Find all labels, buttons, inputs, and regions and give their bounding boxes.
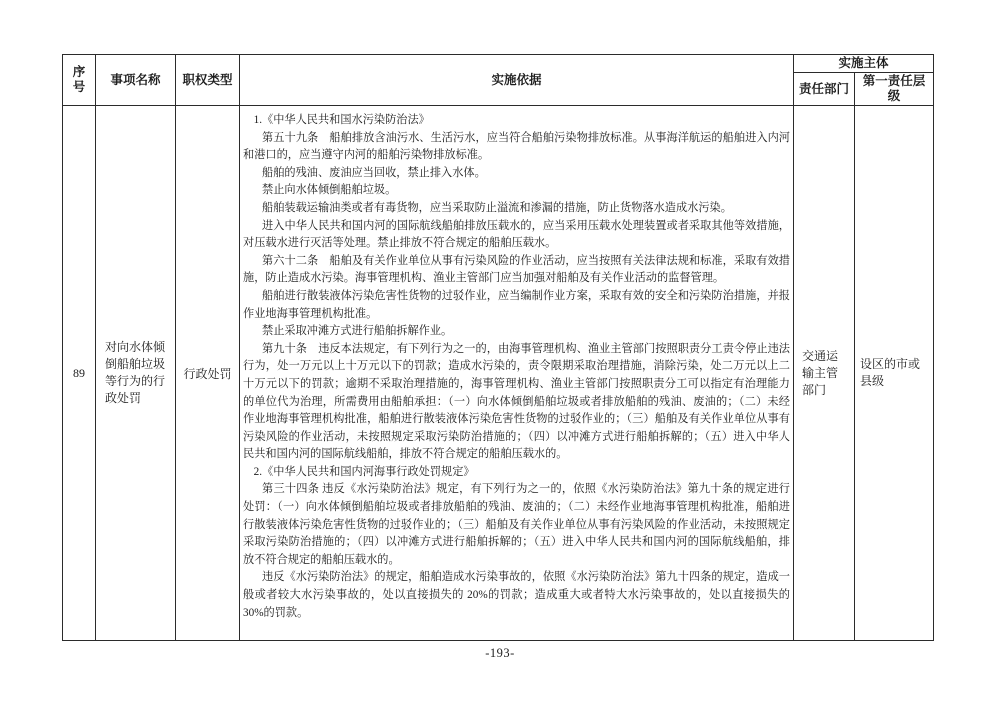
header-first-responsibility-level: 第一责任层级 <box>855 73 934 106</box>
legal-basis-paragraph: 第九十条 违反本法规定，有下列行为之一的，由海事管理机构、渔业主管部门按照职责分工责令停止违法行为，处一万元以上十万元以下的罚款；造成水污染的，责令限期采取治理措施，消除污染，处二万元以上二十万元以下的罚款；逾期不采取治理措施的，海事管理机构、渔业主管部门按照职责分工可以指定有治理能力的单位代为治理，所需费用由船舶承担：（一）向水体倾倒船舶垃圾或者排放船舶的残油、废油的；（二）未经作业地海事管理机构批准，船舶进行散装液体污染危害性货物的过驳作业的；（三）船舶及有关作业单位从事有污染风险的作业活动，未按照规定采取污染防治措施的；（四）以冲滩方式进行船舶拆解的；（五）进入中华人民共和国内河的国际航线船舶，排放不符合规定的船舶压载水的。 <box>243 342 790 461</box>
legal-basis-paragraph: 船舶的残油、废油应当回收，禁止排入水体。 <box>262 166 486 179</box>
legal-basis-paragraph: 禁止采取冲滩方式进行船舶拆解作业。 <box>262 325 453 338</box>
header-implementation-subject: 实施主体 <box>794 55 934 73</box>
legal-basis-paragraph: 1.《中华人民共和国水污染防治法》 <box>253 114 430 126</box>
header-implementation-basis: 实施依据 <box>240 55 794 106</box>
legal-basis-paragraph: 2.《中华人民共和国内河海事行政处罚规定》 <box>253 465 475 478</box>
legal-basis-paragraph: 第五十九条 船舶排放含油污水、生活污水，应当符合船舶污染物排放标准。从事海洋航运的船舶进入内河和港口的，应当遵守内河的船舶污染物排放标准。 <box>243 131 790 162</box>
responsible-department-cell: 交通运输主管部门 <box>794 106 855 641</box>
table-row <box>63 106 934 641</box>
responsibility-level-cell: 设区的市或县级 <box>855 106 934 641</box>
legal-basis-paragraph: 第三十四条 违反《水污染防治法》规定，有下列行为之一的，依照《水污染防治法》第九十条的规定进行处罚：（一）向水体倾倒船舶垃圾或者排放船舶的残油、废油的；（二）未经作业地海事管理机构批准，船舶进行散装液体污染危害性货物的过驳作业的；（三）船舶及有关作业单位从事有污染风险的作业活动，未按照规定采取污染防治措施的；（四）以冲滩方式进行船舶拆解的；（五）进入中华人民共和国内河的国际航线船舶，排放不符合规定的船舶压载水的。 <box>243 483 790 566</box>
legal-basis-paragraph: 第六十二条 船舶及有关作业单位从事有污染风险的作业活动，应当按照有关法律法规和标准，采取有效措施，防止造成水污染。海事管理机构、渔业主管部门应当加强对船舶及有关作业活动的监督管理。 <box>243 254 790 285</box>
page-number: -193- <box>485 646 515 660</box>
matters-table <box>62 54 934 641</box>
header-matter-name: 事项名称 <box>96 55 176 106</box>
matter-name-cell: 对向水体倾倒船舶垃圾等行为的行政处罚 <box>96 106 176 641</box>
implementation-basis-cell <box>240 106 794 641</box>
authority-type-cell: 行政处罚 <box>176 106 240 641</box>
serial-number-cell: 89 <box>63 106 96 641</box>
legal-basis-paragraph: 禁止向水体倾倒船舶垃圾。 <box>262 184 397 197</box>
legal-basis-paragraph: 进入中华人民共和国内河的国际航线船舶排放压载水的，应当采用压载水处理装置或者采取其他等效措施，对压载水进行灭活等处理。禁止排放不符合规定的船舶压载水。 <box>243 219 790 250</box>
header-responsible-department: 责任部门 <box>794 73 855 106</box>
header-serial-number: 序号 <box>63 55 96 106</box>
legal-basis-paragraph: 船舶装载运输油类或者有毒货物，应当采取防止溢流和渗漏的措施，防止货物落水造成水污染。 <box>262 201 732 214</box>
legal-basis-paragraph: 船舶进行散装液体污染危害性货物的过驳作业，应当编制作业方案，采取有效的安全和污染防治措施，并报作业地海事管理机构批准。 <box>243 289 790 320</box>
header-authority-type: 职权类型 <box>176 55 240 106</box>
legal-basis-paragraph: 违反《水污染防治法》的规定，船舶造成水污染事故的，依照《水污染防治法》第九十四条的规定，造成一般或者较大水污染事故的，处以直接损失的 20%的罚款；造成重大或者特大水污染事故的，处以直接损失的 30%的罚款。 <box>243 571 790 619</box>
